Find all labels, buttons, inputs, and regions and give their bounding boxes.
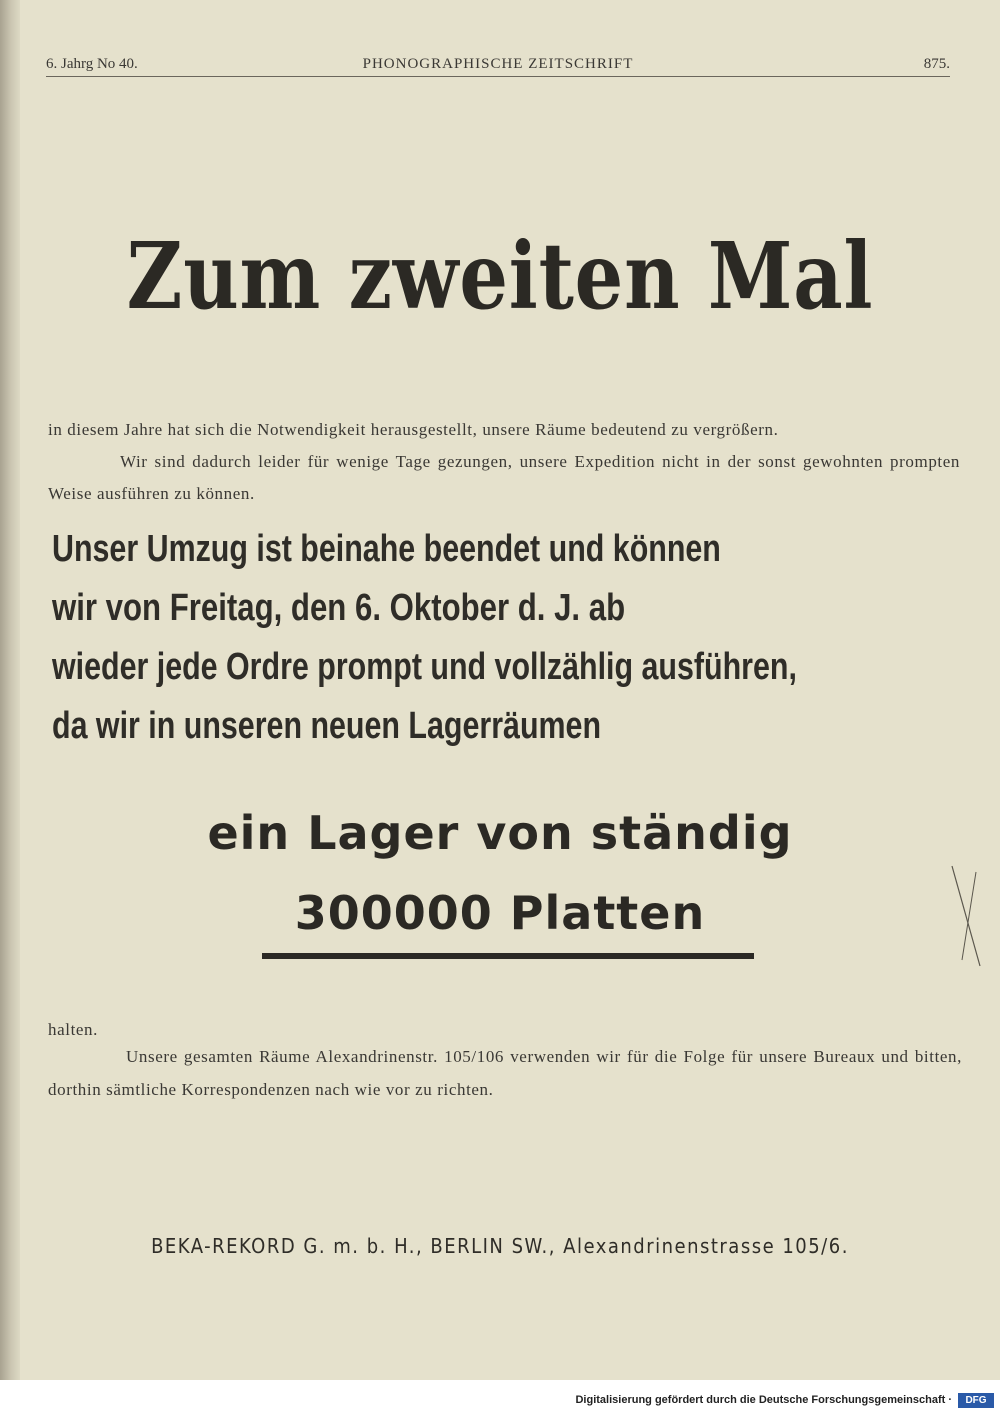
- digitization-credit: Digitalisierung gefördert durch die Deutsche Forschungsgemeinschaft ·: [575, 1394, 952, 1406]
- digitization-footer: [0, 1392, 1000, 1412]
- header-rule: [46, 76, 950, 77]
- page-number: 875.: [923, 56, 950, 72]
- stock-line: ein Lager von ständig: [207, 806, 793, 860]
- announcement-line: da wir in unseren neuen Lagerräumen: [52, 705, 602, 747]
- intro-line: in diesem Jahre hat sich die Notwendigkeit herausgestellt, unsere Räume bedeutend zu vergrößern.: [48, 420, 779, 439]
- announcement-line: wieder jede Ordre prompt und vollzählig ausführen,: [52, 646, 797, 688]
- announcement-line: Unser Umzug ist beinahe beendet und können: [52, 528, 721, 570]
- intro-paragraph: Wir sind dadurch leider für wenige Tage gezungen, unsere Expedition nicht in der sonst gewohnten prompten Weise ausführen zu können.: [48, 452, 960, 503]
- stock-quantity: 300000 Platten: [294, 886, 706, 940]
- stock-underline: [262, 953, 754, 959]
- dfg-logo: DFG: [958, 1393, 994, 1408]
- announcement-line: wir von Freitag, den 6. Oktober d. J. ab: [52, 587, 626, 629]
- journal-title: PHONOGRAPHISCHE ZEITSCHRIFT: [362, 56, 634, 72]
- closing-paragraph: Unsere gesamten Räume Alexandrinenstr. 105/106 verwenden wir für die Folge für unsere Bureaux und bitten, dorthin sämtliche Korrespondenzen nach wie vor zu richten.: [48, 1047, 962, 1099]
- book-spine: [0, 0, 20, 1380]
- closing-word: halten.: [48, 1020, 98, 1039]
- headline: Zum zweiten Mal: [126, 222, 874, 330]
- pencil-mark-icon: [946, 862, 986, 972]
- company-signature: BEKA-REKORD G. m. b. H., BERLIN SW., Alexandrinenstrasse 105/6.: [151, 1234, 849, 1258]
- page-header: [46, 56, 950, 78]
- issue-label: 6. Jahrg No 40.: [46, 56, 138, 72]
- announcement-block: [52, 520, 962, 756]
